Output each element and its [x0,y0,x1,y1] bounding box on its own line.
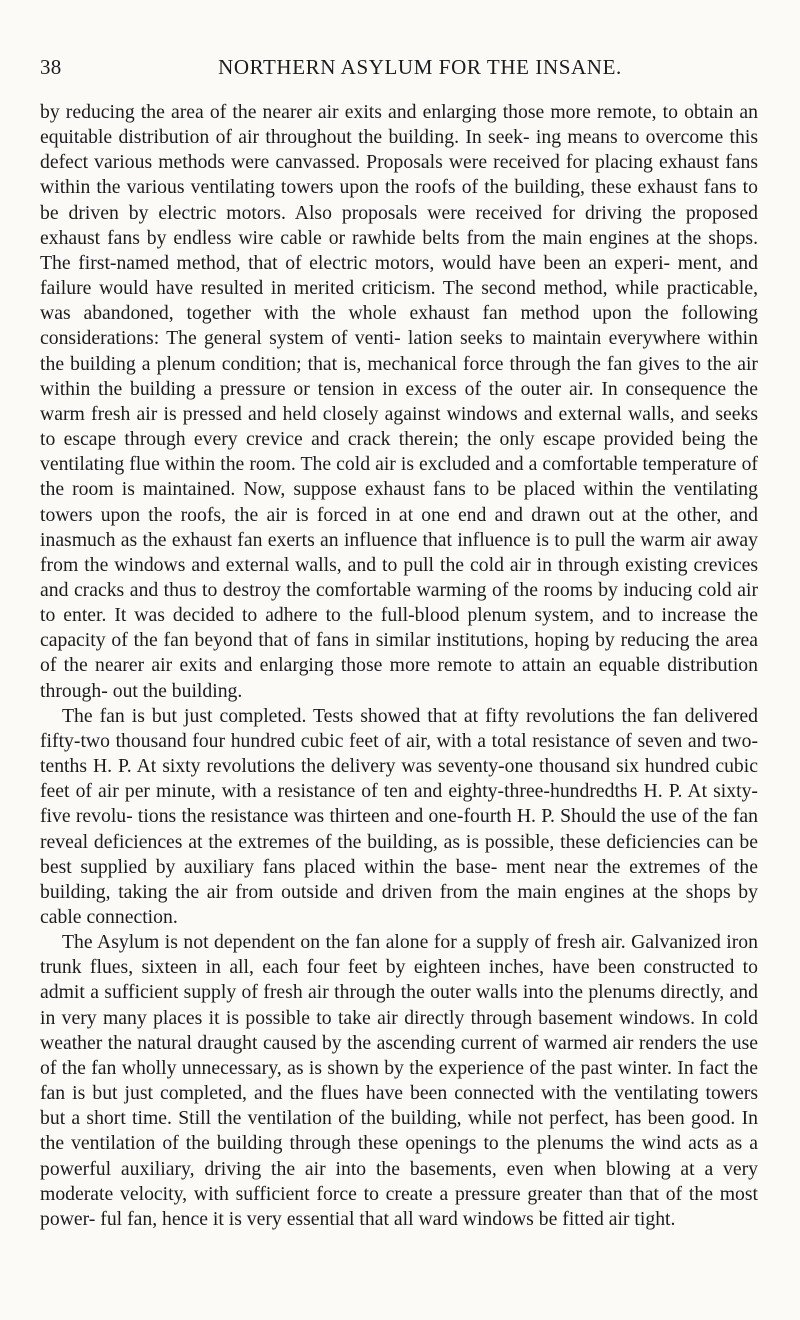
paragraph-continuation: by reducing the area of the nearer air exits and enlarging those more remote, to obtain an equitable distribution of air throughout the building. In seek- ing means to overcome this defect various methods were canvassed. Proposals were received for placing exhaust fans within the various ventilating towers upon the roofs of the building, these exhaust fans to be driven by electric motors. Also proposals were received for driving the proposed exhaust fans by endless wire cable or rawhide belts from the main engines at the shops. The first-named method, that of electric motors, would have been an experi- ment, and failure would have resulted in merited criticism. The second method, while practicable, was abandoned, together with the whole exhaust fan method upon the following considerations: The general system of venti- lation seeks to maintain everywhere within the building a plenum condition; that is, mechanical force through the fan gives to the air within the building a pressure or tension in excess of the outer air. In consequence the warm fresh air is pressed and held closely against windows and external walls, and seeks to escape through every crevice and crack therein; the only escape provided being the ventilating flue within the room. The cold air is excluded and a comfortable temperature of the room is maintained. Now, suppose exhaust fans to be placed within the ventilating towers upon the roofs, the air is forced in at one end and drawn out at the other, and inasmuch as the exhaust fan exerts an influence that influence is to pull the warm air away from the windows and external walls, and to pull the cold air in through existing crevices and cracks and thus to destroy the comfortable warming of the rooms by inducing cold air to enter. It was decided to adhere to the full-blood plenum system, and to increase the capacity of the fan beyond that of fans in similar institutions, hoping by reducing the area of the nearer air exits and enlarging those more remote to attain an equable distribution through- out the building. [40,101,758,702]
running-head: NORTHERN ASYLUM FOR THE INSANE. [218,55,622,79]
page-number: 38 [40,55,62,79]
paragraph-fresh-air-supply: The Asylum is not dependent on the fan alone for a supply of fresh air. Galvanized iron trunk flues, sixteen in all, each four feet by eighteen inches, have been constructed to admit a sufficient supply of fresh air through the outer walls into the plenums directly, and in very many places it is possible to take air directly through basement windows. In cold weather the natural draught caused by the ascending current of warmed air renders the use of the fan wholly unnecessary, as is shown by the experience of the past winter. In fact the fan is but just completed, and the flues have been connected with the ventilating towers but a short time. Still the ventilation of the building, while not perfect, has been good. In the ventilation of the building through these openings to the plenums the wind acts as a powerful auxiliary, driving the air into the basements, even when blowing at a very moderate velocity, with sufficient force to create a pressure greater than that of the most power- ful fan, hence it is very essential that all ward windows be fitted air tight. [40,931,758,1230]
body-text [40,100,758,1232]
page-header [40,55,740,85]
paragraph-fan-tests: The fan is but just completed. Tests showed that at fifty revolutions the fan delivered fifty-two thousand four hundred cubic feet of air, with a total resistance of seven and two-tenths H. P. At sixty revolutions the delivery was seventy-one thousand six hundred cubic feet of air per minute, with a resistance of ten and eighty-three-hundredths H. P. At sixty-five revolu- tions the resistance was thirteen and one-fourth H. P. Should the use of the fan reveal deficiences at the extremes of the building, as is possible, these deficiencies can be best supplied by auxiliary fans placed within the base- ment near the extremes of the building, taking the air from outside and driven from the main engines at the shops by cable connection. [40,704,758,928]
